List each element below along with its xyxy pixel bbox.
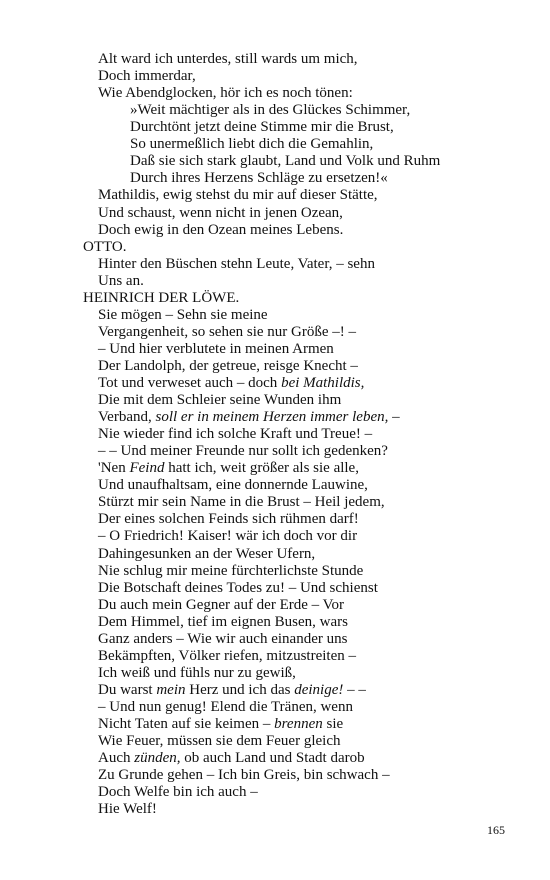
- verse-line: [98, 665, 296, 682]
- text-segment: Sie mögen – Sehn sie meine: [98, 306, 268, 323]
- verse-line: [98, 511, 359, 528]
- text-segment: Die Botschaft deines Todes zu! – Und schienst: [98, 579, 378, 596]
- text-segment: Du warst: [98, 681, 157, 698]
- emphasis-text: zünden,: [134, 750, 181, 767]
- emphasis-text: Feind: [129, 460, 165, 477]
- text-segment: – –: [343, 681, 366, 698]
- verse-line: [98, 358, 358, 375]
- verse-line: [98, 324, 356, 341]
- text-segment: OTTO.: [83, 238, 127, 255]
- text-segment: Die mit dem Schleier seine Wunden ihm: [98, 392, 342, 408]
- verse-line: [98, 546, 315, 563]
- verse-line: [98, 51, 358, 68]
- verse-line: [98, 443, 388, 460]
- text-segment: Hie Welf!: [98, 801, 157, 818]
- emphasis-text: mein: [156, 681, 186, 698]
- text-segment: Wie Feuer, müssen sie dem Feuer gleich: [98, 733, 341, 749]
- verse-line: [98, 528, 357, 545]
- text-segment: Dahingesunken an der Weser Ufern,: [98, 545, 316, 562]
- text-segment: »Weit mächtiger als in des Glückes Schimmer,: [130, 102, 411, 119]
- verse-line: [98, 256, 375, 273]
- text-segment: Auch: [98, 750, 135, 767]
- text-segment: Und unaufhaltsam, eine donnernde Lauwine,: [98, 477, 368, 494]
- verse-line: [98, 409, 400, 426]
- verse-line: [98, 307, 268, 324]
- text-segment: ob auch Land und Stadt darob: [180, 750, 365, 767]
- quoted-verse-line: [130, 153, 440, 170]
- quoted-verse-line: [130, 102, 410, 119]
- verse-line: [98, 341, 334, 358]
- quoted-verse-line: [130, 170, 388, 187]
- text-segment: Uns an.: [98, 272, 144, 289]
- text-segment: – O Friedrich! Kaiser! wär ich doch vor dir: [98, 528, 358, 545]
- verse-line: [98, 699, 353, 716]
- text-segment: Bekämpften, Völker riefen, mitzustreiten –: [98, 647, 356, 664]
- verse-line: [98, 392, 341, 409]
- verse-line: [98, 426, 372, 443]
- text-segment: Stürzt mir sein Name in die Brust – Heil jedem,: [98, 494, 385, 511]
- quoted-verse-line: [130, 136, 373, 153]
- verse-line: [98, 563, 363, 580]
- text-segment: Tot und verweset auch – doch: [98, 374, 282, 391]
- text-segment: Alt ward ich unterdes, still wards um mich,: [98, 51, 358, 67]
- verse-line: [98, 801, 157, 818]
- verse-line: [98, 68, 196, 85]
- verse-line: [98, 631, 347, 648]
- text-segment: Daß sie sich stark glaubt, Land und Volk und Ruhm: [130, 153, 441, 170]
- text-segment: Zu Grunde gehen – Ich bin Greis, bin schwach –: [98, 767, 390, 784]
- text-segment: Hinter den Büschen stehn Leute, Vater, – sehn: [98, 255, 375, 272]
- text-segment: – Und hier verblutete in meinen Armen: [98, 340, 334, 357]
- verse-line: [98, 460, 359, 477]
- quoted-verse-line: [130, 119, 394, 136]
- text-segment: Ganz anders – Wie wir auch einander uns: [98, 630, 348, 647]
- page-number: 165: [487, 823, 505, 837]
- verse-line: [98, 187, 378, 204]
- text-segment: So unermeßlich liebt dich die Gemahlin,: [130, 136, 374, 153]
- verse-line: [98, 580, 378, 597]
- text-segment: Doch immerdar,: [98, 68, 196, 84]
- emphasis-text: deinige!: [294, 681, 344, 698]
- verse-line: [98, 477, 368, 494]
- text-segment: Vergangenheit, so sehen sie nur Größe –! –: [98, 323, 356, 340]
- text-segment: Und schaust, wenn nicht in jenen Ozean,: [98, 204, 343, 221]
- verse-line: [98, 784, 258, 801]
- text-segment: Doch Welfe bin ich auch –: [98, 784, 258, 801]
- text-segment: Herz und ich das: [185, 681, 295, 698]
- text-segment: Nicht Taten auf sie keimen –: [98, 716, 275, 732]
- verse-line: [98, 273, 144, 290]
- text-segment: hatt ich, weit größer als sie alle,: [164, 460, 359, 477]
- speaker-name: [83, 239, 126, 256]
- text-segment: Durchtönt jetzt deine Stimme mir die Brust,: [130, 119, 394, 136]
- text-segment: Dem Himmel, tief im eignen Busen, wars: [98, 613, 348, 630]
- text-segment: – – Und meiner Freunde nur sollt ich gedenken?: [98, 443, 388, 460]
- text-segment: sie: [322, 716, 344, 732]
- text-segment: Der Landolph, der getreue, reisge Knecht –: [98, 357, 358, 374]
- text-segment: Mathildis, ewig stehst du mir auf dieser Stätte,: [98, 187, 378, 204]
- text-segment: 'Nen: [98, 460, 130, 477]
- text-segment: – Und nun genug! Elend die Tränen, wenn: [98, 698, 353, 715]
- verse-line: [98, 205, 343, 222]
- verse-line: [98, 494, 385, 511]
- verse-line: [98, 85, 353, 102]
- text-segment: Durch ihres Herzens Schläge zu ersetzen!«: [130, 170, 388, 187]
- text-segment: Wie Abendglocken, hör ich es noch tönen:: [98, 85, 353, 102]
- text-segment: Ich weiß und fühls nur zu gewiß,: [98, 664, 296, 681]
- text-segment: Doch ewig in den Ozean meines Lebens.: [98, 221, 344, 238]
- emphasis-text: bei Mathildis,: [281, 374, 365, 391]
- text-segment: –: [388, 409, 400, 426]
- verse-line: [98, 733, 340, 750]
- verse-line: [98, 597, 344, 614]
- text-segment: Verband,: [98, 409, 156, 426]
- text-segment: Du auch mein Gegner auf der Erde – Vor: [98, 596, 345, 613]
- verse-line: [98, 648, 356, 665]
- verse-line: [98, 750, 365, 767]
- verse-line: [98, 614, 348, 631]
- emphasis-text: brennen: [274, 716, 323, 732]
- text-segment: Nie wieder find ich solche Kraft und Treue! –: [98, 426, 373, 443]
- text-segment: Nie schlug mir meine fürchterlichste Stunde: [98, 562, 364, 579]
- verse-line: [98, 375, 364, 392]
- emphasis-text: soll er in meinem Herzen immer leben,: [155, 409, 389, 426]
- text-segment: Der eines solchen Feinds sich rühmen darf!: [98, 511, 359, 528]
- verse-line: [98, 222, 343, 239]
- verse-line: [98, 716, 343, 733]
- verse-line: [98, 767, 390, 784]
- verse-line: [98, 682, 366, 699]
- text-segment: HEINRICH DER LÖWE.: [83, 289, 240, 306]
- speaker-name: [83, 290, 239, 307]
